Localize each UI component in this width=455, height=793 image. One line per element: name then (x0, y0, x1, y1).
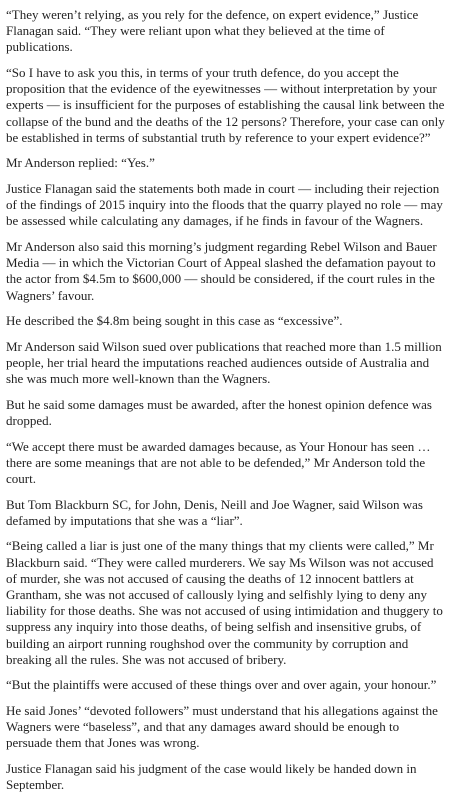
paragraph-blackburn-intro: But Tom Blackburn SC, for John, Denis, Neill and Joe Wagner, said Wilson was defamed by imputations that she was a “liar”. (6, 496, 423, 528)
paragraph-judgment-timing: Justice Flanagan said his judgment of the case would likely be handed down in September. (6, 761, 417, 793)
paragraph-rebel-wilson-judgment: Mr Anderson also said this morning’s judgment regarding Rebel Wilson and Bauer Media — in which the Victorian Court of Appeal slashed the defamation payout to the actor from $4.5m to $600,000 — should be considered, if the court rules in the Wagners’ favour. (6, 239, 437, 303)
paragraph-wilson-comparison: Mr Anderson said Wilson sued over publications that reached more than 1.5 million people, her trial heard the imputations reached audiences outside of Australia and she was much more well-known than the Wagners. (6, 338, 442, 387)
paragraph-anderson-reply: Mr Anderson replied: “Yes.” (6, 155, 155, 171)
paragraph-devoted-followers: He said Jones’ “devoted followers” must understand that his allegations against the Wagners were “baseless”, and that any damages award should be enough to persuade them that Jones was wrong. (6, 703, 438, 751)
paragraph-excessive-claim: He described the $4.8m being sought in this case as “excessive”. (6, 313, 343, 329)
paragraph-damages-assessment: Justice Flanagan said the statements both made in court — including their rejection of the findings of 2015 inquiry into the floods that the quarry played no role — may be assessed while calculating any damages, if he finds in favour of the Wagners. (6, 181, 443, 229)
paragraph-truth-defence-question: “So I have to ask you this, in terms of your truth defence, do you accept the proposition that the evidence of the eyewitnesses — without interpretation by your experts — is insufficient for the purposes of establishing the causal link between the collapse of the bund and the deaths of the 12 persons? Therefore, your case can only be established in terms of substantial truth by reference to your expert evidence?” (6, 65, 445, 145)
paragraph-anderson-quote: “We accept there must be awarded damages because, as Your Honour has seen … there are some meanings that are not able to be defended,” Mr Anderson told the court. (6, 438, 431, 486)
paragraph-flanagan-reliance: “They weren’t relying, as you rely for the defence, on expert evidence,” Justice Flanagan said. “They were reliant upon what they believed at the time of publications. (6, 7, 419, 55)
paragraph-plaintiffs-accused: “But the plaintiffs were accused of these things over and over again, your honour.” (6, 677, 437, 693)
paragraph-blackburn-quote: “Being called a liar is just one of the many things that my clients were called,” Mr Blackburn said. “They were called murderers. We say Ms Wilson was not accused of murder, she was not accused of causing the deaths of 12 innocent battlers at Grantham, she was not accused of callously lying and selfishly lying to deny any liability for those deaths. She was not accused of using intimidation and thuggery to suppress any inquiry into those deaths, of being selfish and insensitive grubs, of building an airport running roughshod over the community by corruption and breaking all the rules. She was not accused of bribery. (6, 538, 443, 667)
paragraph-damages-awarded: But he said some damages must be awarded, after the honest opinion defence was dropped. (6, 396, 432, 428)
